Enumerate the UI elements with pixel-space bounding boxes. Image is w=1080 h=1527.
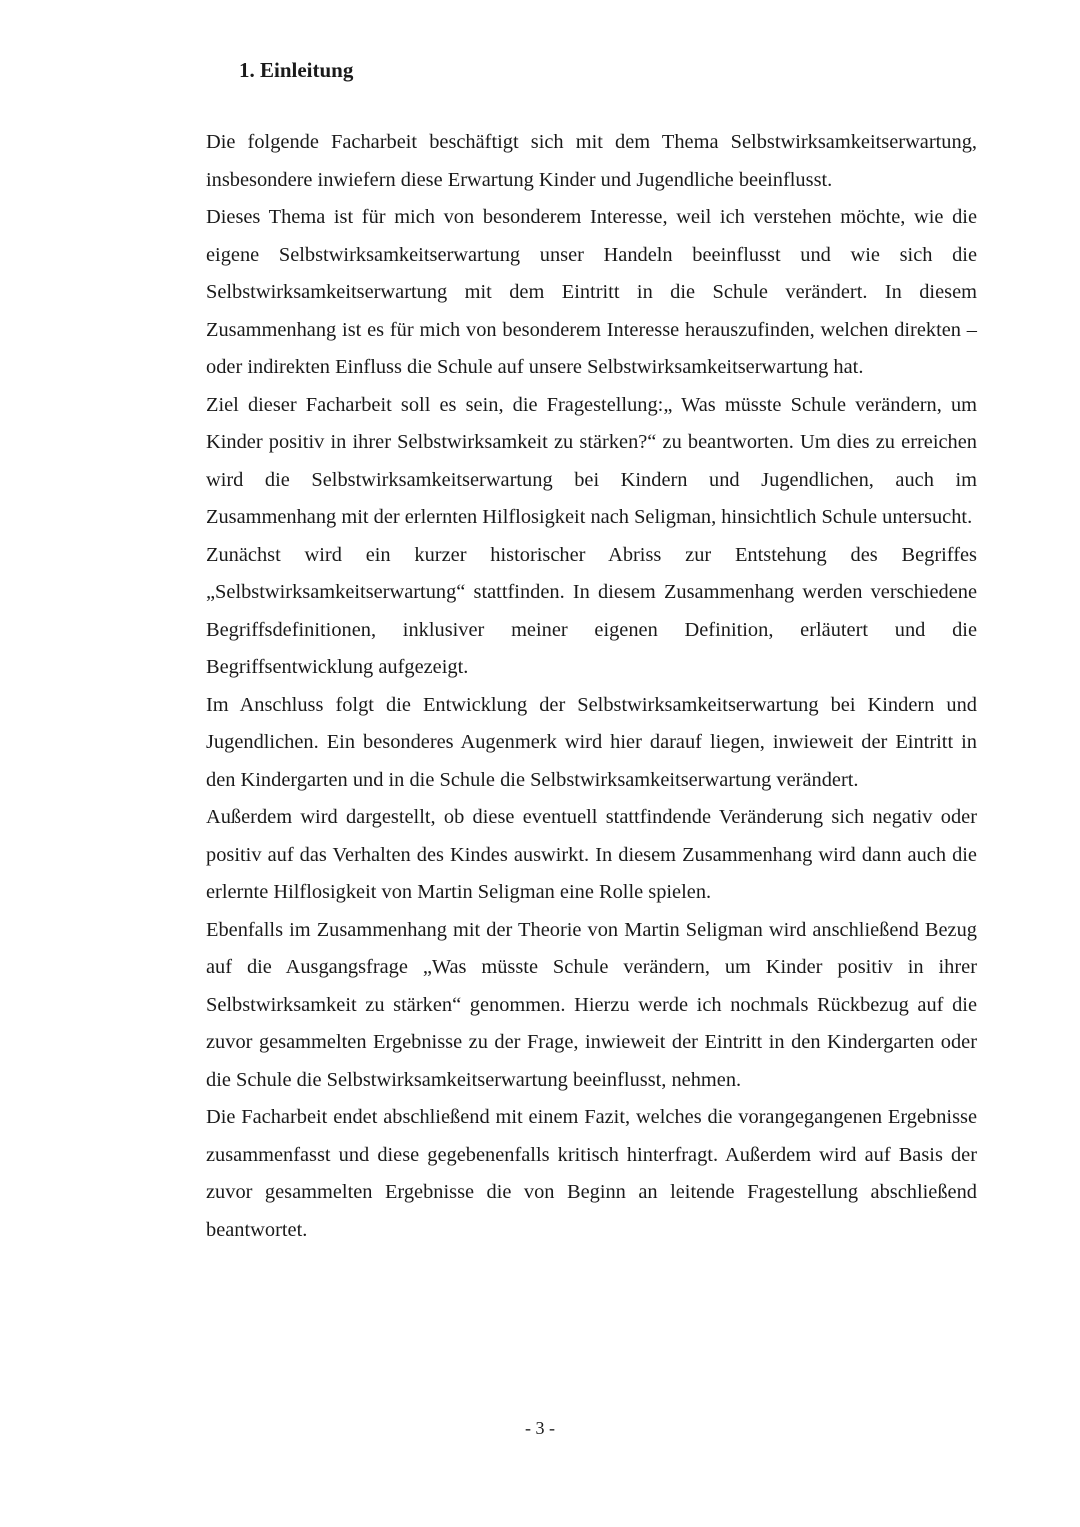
paragraph: Zunächst wird ein kurzer historischer Abriss zur Entstehung des Begriffes „Selbstwirksamkeitserwartung“ stattfinden. In diesem Zusammenhang werden verschiedene Begriffsdefinitionen, inklusiver meiner eigenen Definition, erläutert und die Begriffsentwicklung aufgezeigt. xyxy=(206,543,977,678)
page-number: - 3 - xyxy=(525,1418,555,1438)
paragraph: Außerdem wird dargestellt, ob diese eventuell stattfindende Veränderung sich negativ oder positiv auf das Verhalten des Kindes auswirkt. In diesem Zusammenhang wird dann auch die erlernte Hilflosigkeit von Martin Seligman eine Rolle spielen. xyxy=(206,806,977,903)
paragraph: Die folgende Facharbeit beschäftigt sich mit dem Thema Selbstwirksamkeitserwartung, insbesondere inwiefern diese Erwartung Kinder und Jugendliche beeinflusst. xyxy=(206,131,977,191)
paragraph: Ebenfalls im Zusammenhang mit der Theorie von Martin Seligman wird anschließend Bezug auf die Ausgangsfrage „Was müsste Schule verändern, um Kinder positiv in ihrer Selbstwirksamkeit zu stärken“ genommen. Hierzu werde ich nochmals Rückbezug auf die zuvor gesammelten Ergebnisse zu der Frage, inwieweit der Eintritt in den Kindergarten oder die Schule die Selbstwirksamkeitserwartung beeinflusst, nehmen. xyxy=(206,918,977,1091)
paragraph: Die Facharbeit endet abschließend mit einem Fazit, welches die vorangegangenen Ergebnisse zusammenfasst und diese gegebenenfalls kritisch hinterfragt. Außerdem wird auf Basis der zuvor gesammelten Ergebnisse die von Beginn an leitende Fragestellung abschließend beantwortet. xyxy=(206,1106,977,1241)
paragraph: Ziel dieser Facharbeit soll es sein, die Fragestellung:„ Was müsste Schule verändern, um Kinder positiv in ihrer Selbstwirksamkeit zu stärken?“ zu beantworten. Um dies zu erreichen wird die Selbstwirksamkeitserwartung bei Kindern und Jugendlichen, auch im Zusammenhang mit der erlernten Hilflosigkeit nach Seligman, hinsichtlich Schule untersucht. xyxy=(206,393,977,528)
paragraph: Im Anschluss folgt die Entwicklung der Selbstwirksamkeitserwartung bei Kindern und Jugendlichen. Ein besonderes Augenmerk wird hier darauf liegen, inwieweit der Eintritt in den Kindergarten und in die Schule die Selbstwirksamkeitserwartung verändert. xyxy=(206,693,977,791)
body-text xyxy=(206,124,977,1249)
section-heading: 1. Einleitung xyxy=(239,58,354,82)
paragraph: Dieses Thema ist für mich von besonderem Interesse, weil ich verstehen möchte, wie die eigene Selbstwirksamkeitserwartung unser Handeln beeinflusst und wie sich die Selbstwirksamkeitserwartung mit dem Eintritt in die Schule verändert. In diesem Zusammenhang ist es für mich von besonderem Interesse herauszufinden, welchen direkten – oder indirekten Einfluss die Schule auf unsere Selbstwirksamkeitserwartung hat. xyxy=(206,206,977,378)
